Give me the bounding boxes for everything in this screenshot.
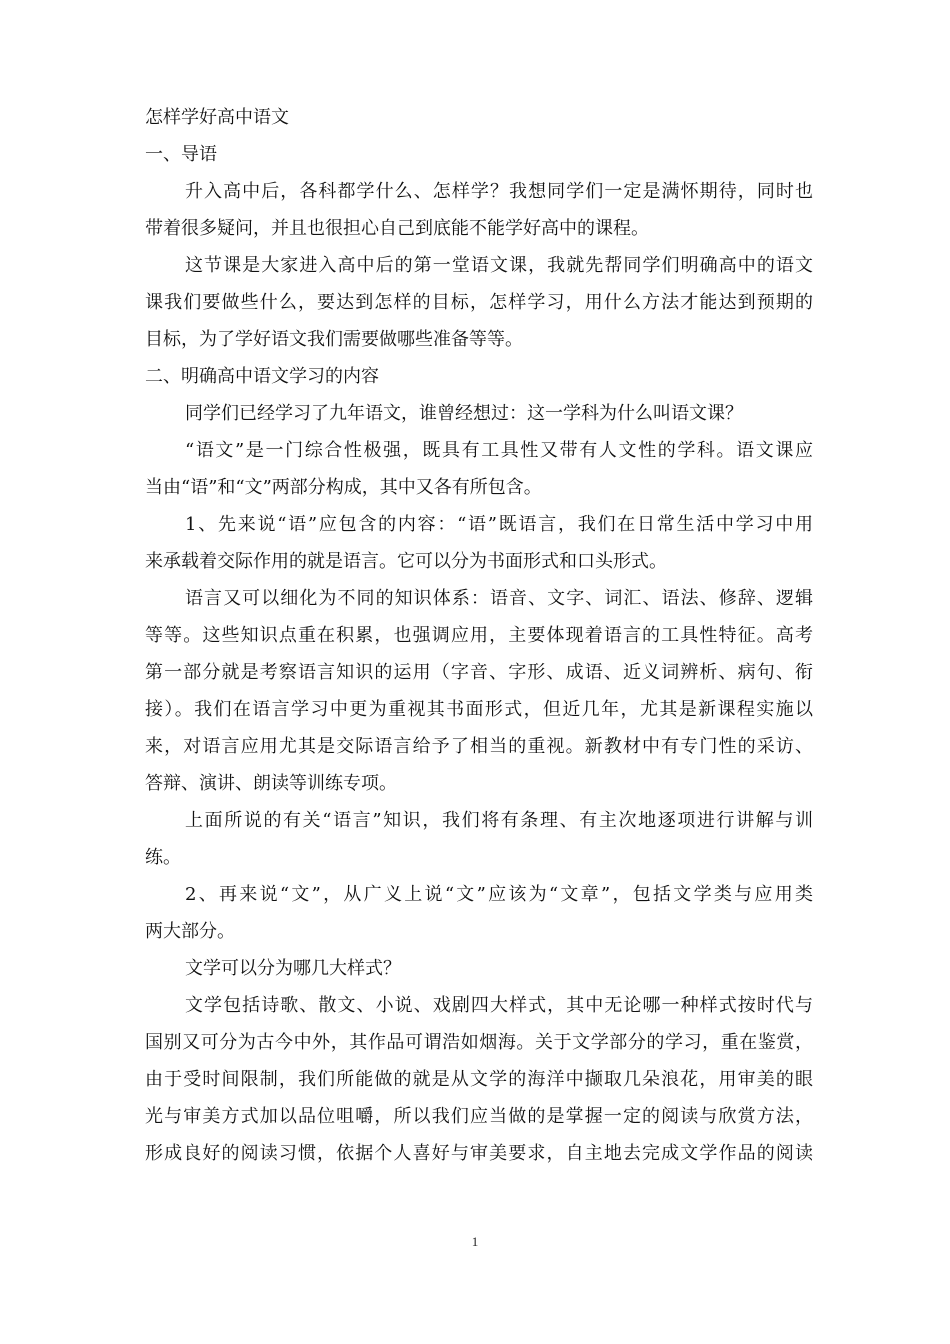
paragraph-line: 光与审美方式加以品位咀嚼，所以我们应当做的是掌握一定的阅读与欣赏方法， (145, 1106, 813, 1127)
document-body (145, 99, 813, 1172)
paragraph-line: 课我们要做些什么，要达到怎样的目标，怎样学习，用什么方法才能达到预期的 (145, 292, 813, 313)
section-heading-intro: 一、导语 (145, 144, 217, 165)
paragraph-line: 由于受时间限制，我们所能做的就是从文学的海洋中撷取几朵浪花，用审美的眼 (145, 1069, 813, 1090)
paragraph-line: 上面所说的有关“语言”知识，我们将有条理、有主次地逐项进行讲解与训 (185, 810, 813, 831)
paragraph-line: 形成良好的阅读习惯，依据个人喜好与审美要求，自主地去完成文学作品的阅读 (145, 1143, 813, 1164)
paragraph-line: “语文”是一门综合性极强，既具有工具性又带有人文性的学科。语文课应 (185, 440, 813, 461)
paragraph-line: 等等。这些知识点重在积累，也强调应用，主要体现着语言的工具性特征。高考 (145, 625, 813, 646)
paragraph-line: 同学们已经学习了九年语文，谁曾经想过：这一学科为什么叫语文课？ (185, 403, 743, 424)
paragraph-line: 答辩、演讲、朗读等训练专项。 (145, 773, 397, 794)
paragraph-line: 当由“语”和“文”两部分构成，其中又各有所包含。 (145, 477, 542, 498)
document-title: 怎样学好高中语文 (145, 107, 289, 128)
paragraph-line: 这节课是大家进入高中后的第一堂语文课，我就先帮同学们明确高中的语文 (185, 255, 813, 276)
paragraph-line: 带着很多疑问，并且也很担心自己到底能不能学好高中的课程。 (145, 218, 649, 239)
paragraph-line: 文学包括诗歌、散文、小说、戏剧四大样式，其中无论哪一种样式按时代与 (185, 995, 813, 1016)
paragraph-line: 来承载着交际作用的就是语言。它可以分为书面形式和口头形式。 (145, 551, 667, 572)
section-heading-content: 二、明确高中语文学习的内容 (145, 366, 379, 387)
paragraph-line: 1、先来说“语”应包含的内容：“语”既语言，我们在日常生活中学习中用 (185, 514, 813, 535)
paragraph-line: 接）。我们在语言学习中更为重视其书面形式，但近几年，尤其是新课程实施以 (145, 699, 813, 720)
paragraph-line: 文学可以分为哪几大样式？ (185, 958, 401, 979)
paragraph-line: 练。 (145, 847, 181, 868)
paragraph-line: 两大部分。 (145, 921, 235, 942)
paragraph-line: 升入高中后，各科都学什么、怎样学？我想同学们一定是满怀期待，同时也 (185, 181, 813, 202)
paragraph-line: 2、再来说“文”，从广义上说“文”应该为“文章”，包括文学类与应用类 (185, 884, 813, 905)
paragraph-line: 目标，为了学好语文我们需要做哪些准备等等。 (145, 329, 523, 350)
paragraph-line: 来，对语言应用尤其是交际语言给予了相当的重视。新教材中有专门性的采访、 (145, 736, 813, 757)
page-number: 1 (471, 1234, 479, 1249)
paragraph-line: 语言又可以细化为不同的知识体系：语音、文字、词汇、语法、修辞、逻辑 (185, 588, 813, 609)
paragraph-line: 第一部分就是考察语言知识的运用（字音、字形、成语、近义词辨析、病句、衔 (145, 662, 813, 683)
paragraph-line: 国别又可分为古今中外，其作品可谓浩如烟海。关于文学部分的学习，重在鉴赏， (145, 1032, 813, 1053)
